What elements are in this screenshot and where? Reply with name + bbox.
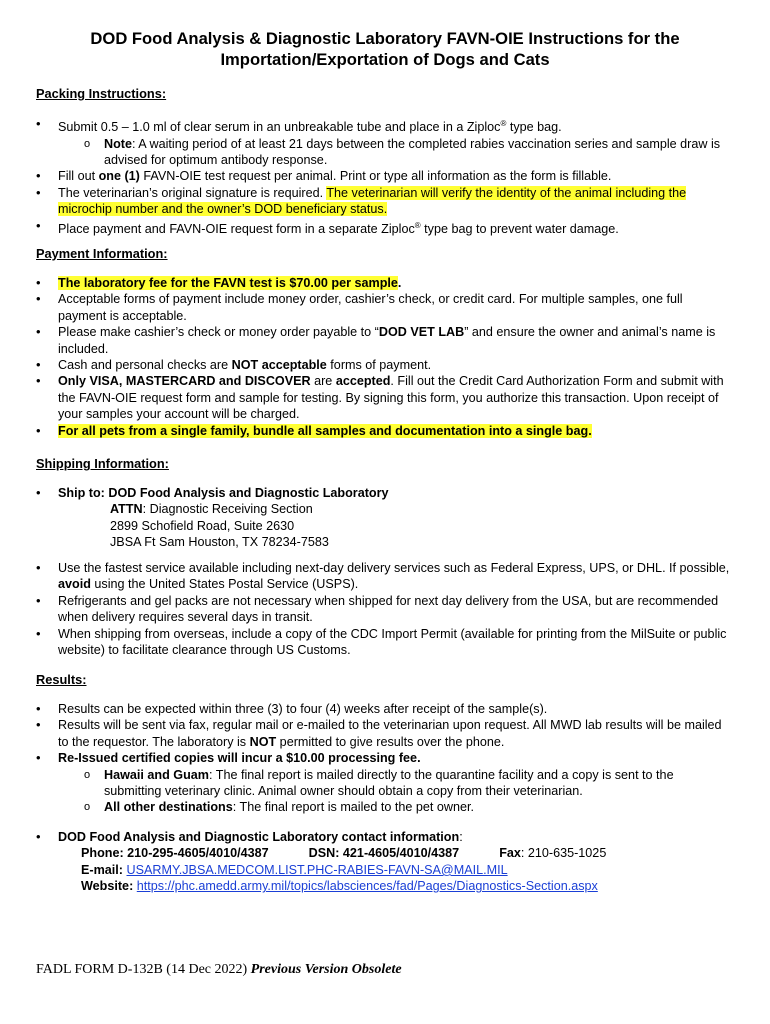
list-item xyxy=(0,423,730,439)
list-item: • Place payment and FAVN-OIE request form in a separate Ziploc® type bag to prevent water damage. xyxy=(0,218,730,238)
list-item: • Use the fastest service available including next-day delivery services such as Federal Express, UPS, or DHL. If possible, avoid using the United States Postal Service (USPS). xyxy=(0,560,730,593)
shipping-heading: Shipping Information: xyxy=(36,456,169,471)
sub-list xyxy=(58,136,730,169)
list-item: • Fill out one (1) FAVN-OIE test request per animal. Print or type all information as the form is fillable. xyxy=(0,168,730,184)
list-item: • Submit 0.5 – 1.0 ml of clear serum in an unbreakable tube and place in a Ziploc® type bag. o Note: A waiting period of at least 21 days between the completed rabies vaccination series and sample draw is advised for optimum antibody response. xyxy=(0,116,730,168)
contact-website-line: Website: https://phc.amedd.army.mil/topics/labsciences/fad/Pages/Diagnostics-Section.aspx xyxy=(81,879,598,894)
list-item: • Results can be expected within three (3) to four (4) weeks after receipt of the sample(s). xyxy=(0,701,730,717)
form-footer: FADL FORM D-132B (14 Dec 2022) Previous Version Obsolete xyxy=(36,962,402,977)
highlight: The laboratory fee for the FAVN test is $70.00 per sample xyxy=(58,276,398,290)
contact-phone-line: Phone: 210-295-4605/4010/4387 DSN: 421-4605/4010/4387 Fax: 210-635-1025 xyxy=(81,846,607,861)
title-line-1: DOD Food Analysis & Diagnostic Laboratory FAVN-OIE Instructions for the xyxy=(90,29,680,48)
sub-list xyxy=(58,767,730,816)
payment-list xyxy=(0,275,730,439)
list-item: • The laboratory fee for the FAVN test is $70.00 per sample. xyxy=(0,275,730,291)
payment-heading: Payment Information: xyxy=(36,246,168,261)
list-item: • Results will be sent via fax, regular mail or e-mailed to the veterinarian upon request. All MWD lab results will be mailed to the requestor. The laboratory is NOT permitted to give results over the phone. xyxy=(0,717,730,750)
list-item: • Cash and personal checks are NOT acceptable forms of payment. xyxy=(0,357,730,373)
list-item: • Ship to: DOD Food Analysis and Diagnostic Laboratory ATTN: Diagnostic Receiving Section 2899 Schofield Road, Suite 2630 JBSA Ft Sam Houston, TX 78234-7583 xyxy=(0,485,730,551)
email-link[interactable]: USARMY.JBSA.MEDCOM.LIST.PHC-RABIES-FAVN-SA@MAIL.MIL xyxy=(126,862,508,877)
list-item: • Only VISA, MASTERCARD and DISCOVER are accepted. Fill out the Credit Card Authorization Form and submit with the FAVN-OIE request form and sample for testing. By signing this form, you authorize this transaction. Upon receipt of your samples your account will be charged. xyxy=(0,373,730,422)
list-item: • Acceptable forms of payment include money order, cashier’s check, or credit card. For multiple samples, one full payment is acceptable. xyxy=(0,291,730,324)
list-item: o Hawaii and Guam: The final report is mailed directly to the quarantine facility and a copy is sent to the submitting veterinary clinic. Animal owner should obtain a copy from their veterinarian. xyxy=(58,767,730,800)
list-item: o All other destinations: The final report is mailed to the pet owner. xyxy=(58,799,730,815)
website-link[interactable]: https://phc.amedd.army.mil/topics/labsciences/fad/Pages/Diagnostics-Section.aspx xyxy=(136,879,598,894)
highlight: For all pets from a single family, bundle all samples and documentation into a single bag. xyxy=(58,423,592,438)
page-title xyxy=(36,28,734,70)
list-item: • The veterinarian’s original signature is required. The veterinarian will verify the identity of the animal including the microchip number and the owner’s DOD beneficiary status. xyxy=(0,185,730,218)
contact-email-line: E-mail: USARMY.JBSA.MEDCOM.LIST.PHC-RABIES-FAVN-SA@MAIL.MIL xyxy=(81,862,508,877)
packing-heading: Packing Instructions: xyxy=(36,86,167,101)
contact-list xyxy=(0,829,730,895)
results-heading: Results: xyxy=(36,672,87,687)
list-item: • Please make cashier’s check or money order payable to “DOD VET LAB” and ensure the owner and animal’s name is included. xyxy=(0,324,730,357)
list-item: • Re-Issued certified copies will incur a $10.00 processing fee. o Hawaii and Guam: The final report is mailed directly to the quarantine facility and a copy is sent to the submitting veterinary clinic. Animal owner should obtain a copy from their veterinarian. o All other destinations: The final report is mailed to the pet owner. xyxy=(0,750,730,816)
list-item: o Note: A waiting period of at least 21 days between the completed rabies vaccination series and sample draw is advised for optimum antibody response. xyxy=(58,136,730,169)
list-item: • Refrigerants and gel packs are not necessary when shipped for next day delivery from the USA, but are recommended when delivery requires several days in transit. xyxy=(0,593,730,626)
title-line-2: Importation/Exportation of Dogs and Cats xyxy=(220,50,550,69)
highlight: The veterinarian will verify the identity of the animal including the microchip number and the owner’s DOD beneficiary status. xyxy=(58,185,687,217)
ship-to-address: ATTN: Diagnostic Receiving Section 2899 Schofield Road, Suite 2630 JBSA Ft Sam Houston, TX 78234-7583 xyxy=(110,502,329,550)
packing-list xyxy=(0,116,730,237)
results-list xyxy=(0,701,730,816)
list-item: • When shipping from overseas, include a copy of the CDC Import Permit (available for printing from the MilSuite or public website) to facilitate clearance through US Customs. xyxy=(0,626,730,659)
shipping-list xyxy=(0,560,730,658)
shipping-address-list xyxy=(0,485,730,551)
contact-details xyxy=(58,845,730,894)
list-item: • DOD Food Analysis and Diagnostic Laboratory contact information: Phone: 210-295-4605/4010/4387 DSN: 421-4605/4010/4387 Fax: 210-635-1025 E-mail: USARMY.JBSA.MEDCOM.LIST.PHC-RABIES-FAVN-SA@MAIL.MIL Website: https://phc.amedd.army.mil/topics/labsciences/fad/Pages/Diagnostics-Section.aspx xyxy=(0,829,730,895)
